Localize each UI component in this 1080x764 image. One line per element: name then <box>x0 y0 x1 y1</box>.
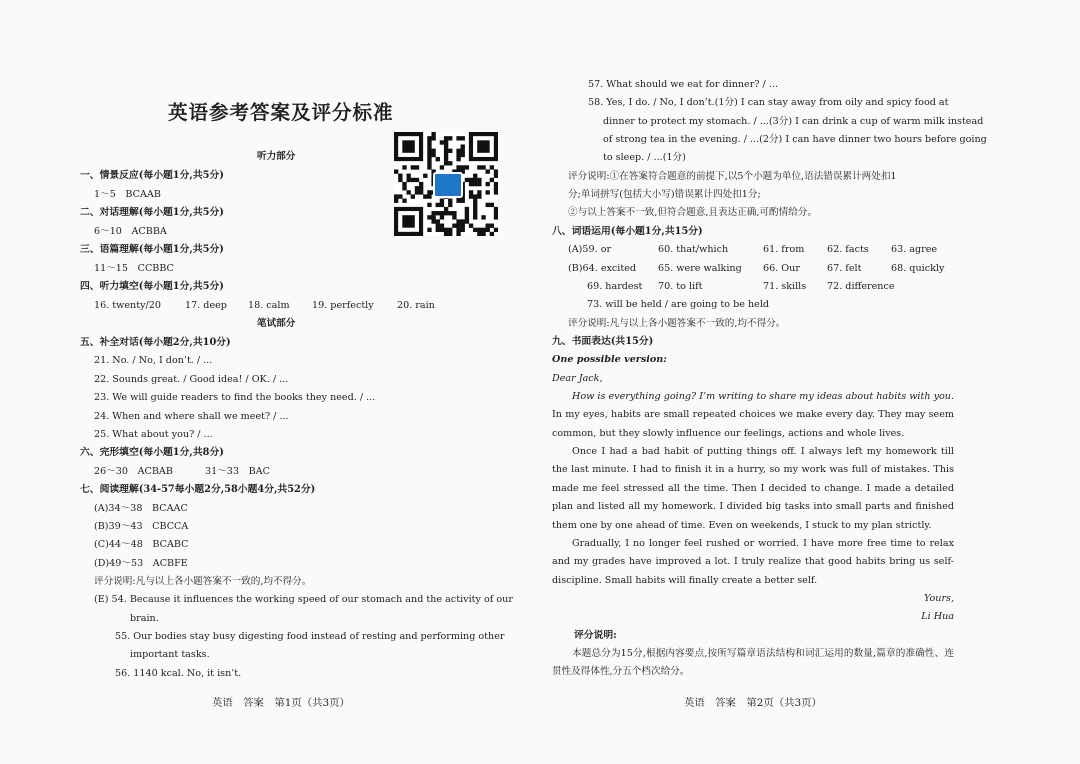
letter-closing: Yours, <box>923 593 954 604</box>
section-7-item-b: (B)39～43 CBCCA <box>94 521 189 532</box>
section-7-title: 七、阅读理解(34-57每小题2分,58小题4分,共52分) <box>80 484 316 495</box>
section-2-answer: 6～10 ACBBA <box>94 226 167 237</box>
letter-paragraph-1-body: In my eyes, habits are small repeated choices we make every day. They may seem common, but they slowly influence our feelings, actions and whole lives. <box>552 409 954 439</box>
s8-answer-68: 68. quickly <box>891 263 945 274</box>
s8-answer-69: 69. hardest <box>587 281 643 292</box>
section-4-answer-19: 19. perfectly <box>312 300 374 311</box>
section-7-e-55: 55. Our bodies stay busy digesting food instead of resting and performing other <box>115 631 505 642</box>
writing-scoring-text: 本题总分为15分,根据内容要点,按所写篇章语法结构和词汇运用的数量,篇章的准确性、连贯性及得体性,分五个档次给分。 <box>552 648 954 678</box>
letter-paragraph-2: Once I had a bad habit of putting things off. I always left my homework till the last minute. I had to finish it in a hurry, so my work was full of mistakes. This made me feel stressed all the time. Then I decided to change. I made a detailed plan and listed all my homework. I divided big tasks into small parts and finished them one by one ahead of time. Even on weekends, I stuck to my plan strictly. <box>552 446 954 531</box>
section-4-answer-17: 17. deep <box>185 300 227 311</box>
section-5-title: 五、补全对话(每小题2分,共10分) <box>80 337 231 348</box>
section-3-answer: 11～15 CCBBC <box>94 263 174 274</box>
writing-scoring-title: 评分说明: <box>574 630 617 641</box>
q58-answer-line1: 58. Yes, I do. / No, I don’t.(1分) I can stay away from oily and spicy food at <box>588 97 949 108</box>
q58-answer-line2: dinner to protect my stomach. / ...(3分) I can drink a cup of warm milk instead <box>603 116 984 127</box>
section-5-item-24: 24. When and where shall we meet? / ... <box>94 411 289 422</box>
section-3-title: 三、语篇理解(每小题1分,共5分) <box>80 244 224 255</box>
s8-answer-73: 73. will be held / are going to be held <box>587 299 770 310</box>
section-5-item-22: 22. Sounds great. / Good idea! / OK. / ... <box>94 374 289 385</box>
s8-answer-67: 67. felt <box>827 263 862 274</box>
section-1-title: 一、情景反应(每小题1分,共5分) <box>80 170 224 181</box>
section-4-answer-20: 20. rain <box>397 300 435 311</box>
scoring-note-2: ②与以上答案不一致,但符合题意,且表达正确,可酌情给分。 <box>568 207 817 218</box>
section-8-title: 八、词语运用(每小题1分,共15分) <box>552 226 703 237</box>
letter-paragraph-3: Gradually, I no longer feel rushed or worried. I have more free time to relax and my grades have improved a lot. I truly realize that good habits bring us self-discipline. Small habits will finally create a better self. <box>552 538 954 586</box>
q58-answer-line3: of strong tea in the evening. / ...(2分) I can have dinner two hours before going <box>603 134 987 145</box>
qr-logo-icon <box>433 172 463 198</box>
s8-answer-66: 66. Our <box>763 263 800 274</box>
listening-header: 听力部分 <box>257 151 296 162</box>
section-1-answer: 1～5 BCAAB <box>94 189 161 200</box>
s8-answer-59: (A)59. or <box>568 244 612 255</box>
section-7-e-54-cont: brain. <box>130 613 159 624</box>
section-7-e-55-cont: important tasks. <box>130 649 210 660</box>
letter-salutation: Dear Jack, <box>552 373 603 384</box>
section-4-answer-16: 16. twenty/20 <box>94 300 161 311</box>
section-7-e-56: 56. 1140 kcal. No, it isn’t. <box>115 668 242 679</box>
section-7-item-c: (C)44～48 BCABC <box>94 539 189 550</box>
qr-code-icon <box>394 132 498 236</box>
section-6-title: 六、完形填空(每小题1分,共8分) <box>80 447 224 458</box>
letter-signature: Li Hua <box>921 611 954 622</box>
letter-paragraph-1-intro: How is everything going? I’m writing to share my ideas about habits with you. <box>572 391 954 402</box>
s8-answer-72: 72. difference <box>827 281 895 292</box>
s8-answer-64: (B)64. excited <box>568 263 637 274</box>
letter-paragraph-1 <box>552 388 954 443</box>
page-footer: 英语 答案 第1页（共3页） <box>212 697 350 709</box>
scoring-note-1-cont: 分;单词拼写(包括大小写)错误累计四处扣1分; <box>568 189 761 200</box>
section-5-item-21: 21. No. / No, I don’t. / ... <box>94 355 213 366</box>
s8-answer-71: 71. skills <box>763 281 807 292</box>
section-5-item-25: 25. What about you? / ... <box>94 429 213 440</box>
section-9-title: 九、书面表达(共15分) <box>552 336 654 347</box>
writing-header: 笔试部分 <box>257 318 296 329</box>
q57-answer: 57. What should we eat for dinner? / ... <box>588 79 778 90</box>
s8-answer-70: 70. to lift <box>658 281 703 292</box>
s8-answer-61: 61. from <box>763 244 805 255</box>
section-4-answer-18: 18. calm <box>248 300 290 311</box>
section-7-item-a: (A)34～38 BCAAC <box>94 503 188 514</box>
s8-answer-65: 65. were walking <box>658 263 742 274</box>
section-5-item-23: 23. We will guide readers to find the books they need. / ... <box>94 392 376 403</box>
section-8-note: 评分说明:凡与以上各小题答案不一致的,均不得分。 <box>568 318 786 329</box>
s8-answer-63: 63. agree <box>891 244 938 255</box>
section-7-note: 评分说明:凡与以上各小题答案不一致的,均不得分。 <box>94 576 312 587</box>
s8-answer-62: 62. facts <box>827 244 869 255</box>
page-footer-2: 英语 答案 第2页（共3页） <box>684 697 822 709</box>
section-7-e-54: (E) 54. Because it influences the working speed of our stomach and the activity of our <box>94 594 513 605</box>
section-4-title: 四、听力填空(每小题1分,共5分) <box>80 281 224 292</box>
section-7-item-d: (D)49～53 ACBFE <box>94 558 188 569</box>
q58-answer-line4: to sleep. / ...(1分) <box>603 152 686 163</box>
section-6-answer-b: 31～33 BAC <box>205 466 270 477</box>
section-6-answer-a: 26～30 ACBAB <box>94 466 173 477</box>
page-title: 英语参考答案及评分标准 <box>168 101 394 124</box>
version-label: One possible version: <box>552 354 667 365</box>
scoring-note-1: 评分说明:①在答案符合题意的前提下,以5个小题为单位,语法错误累计两处扣1 <box>568 171 897 182</box>
s8-answer-60: 60. that/which <box>658 244 729 255</box>
section-2-title: 二、对话理解(每小题1分,共5分) <box>80 207 224 218</box>
